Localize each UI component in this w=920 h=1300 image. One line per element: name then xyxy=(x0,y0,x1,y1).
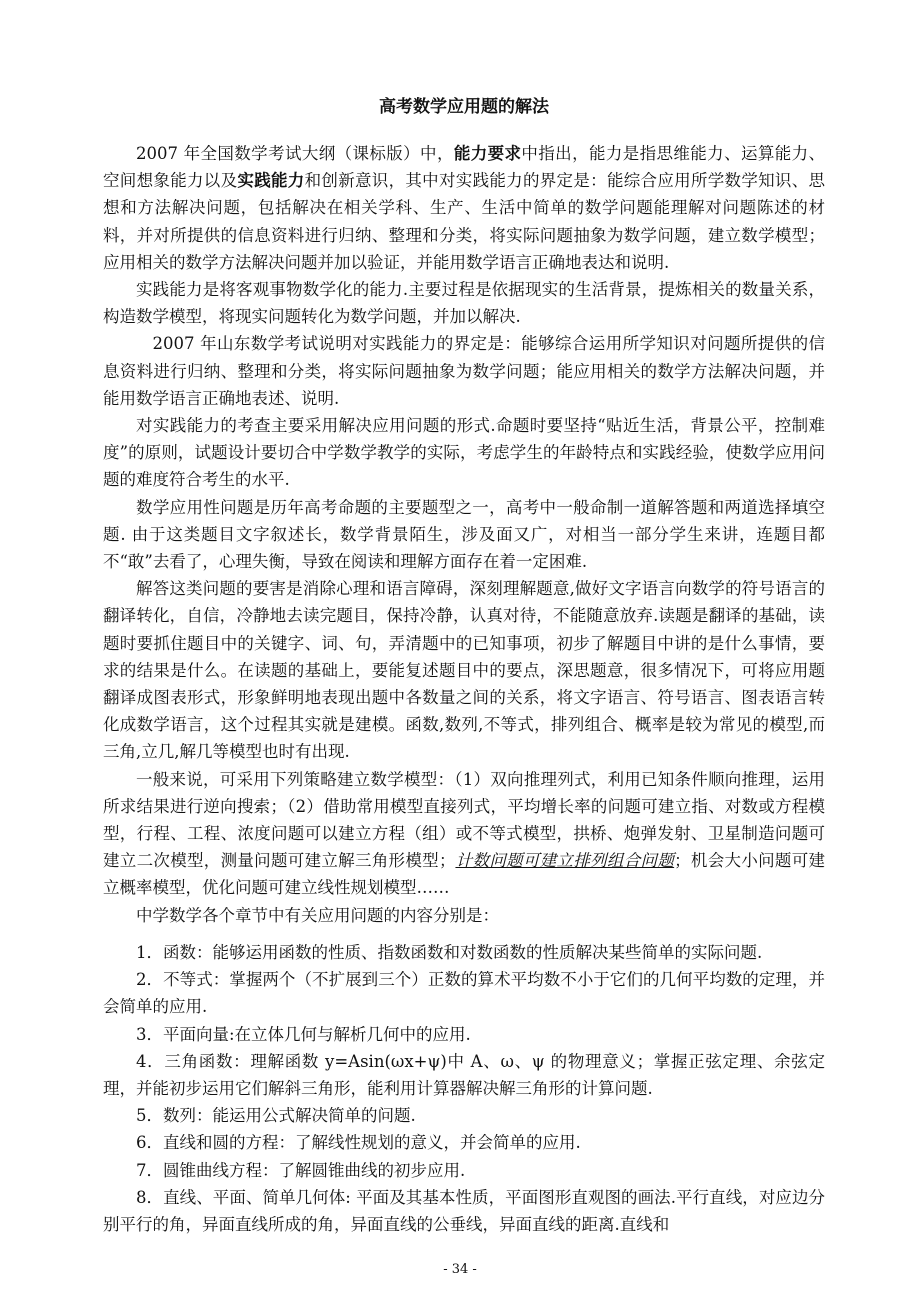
paragraph-7-text-a: 一般来说，可采用下列策略建立数学模型：（1）双向推理列式，利用已知条件顺向推理，运用所求结果进行逆向搜索；（2）借助常用模型直接列式，平均增长率的问题可建立指、对数或方程模型，行程、工程、浓度问题可以建立方程（组）或不等式模型，拱桥、炮弹发射、卫星制造问题可建立二次模型，测量问题可建立解三角形模型； xyxy=(103,769,825,871)
paragraph-1-text-a: 2007 年全国数学考试大纲（课标版）中， xyxy=(136,144,454,163)
bold-term-ability-requirement: 能力要求 xyxy=(453,144,522,163)
paragraph-1-text-b: 中指出，能力是指思维能力、运算能力、空间想象能力以及 xyxy=(103,144,826,191)
paragraph-8: 中学数学各个章节中有关应用问题的内容分别是： xyxy=(136,905,499,925)
page-title: 高考数学应用题的解法 xyxy=(379,97,549,117)
paragraph-7-text-b: ；机会大小问题可建立概率模型，优化问题可建立线性规划模型…… xyxy=(103,851,826,898)
paragraph-2: 实践能力是将客观事物数学化的能力.主要过程是依据现实的生活背景，提炼相关的数量关系，构造数学模型，将现实问题转化为数学问题，并加以解决. xyxy=(103,280,825,327)
application-topics-list xyxy=(103,939,825,1238)
list-item: 3．平面向量:在立体几何与解析几何中的应用. xyxy=(136,1024,471,1044)
list-item: 5．数列：能运用公式解决简单的问题. xyxy=(136,1106,416,1126)
paragraph-4: 对实践能力的考查主要采用解决应用问题的形式.命题时要坚持“贴近生活，背景公平，控制难度”的原则，试题设计要切合中学数学教学的实际，考虑学生的年龄特点和实践经验，使数学应用问题的难度符合考生的水平. xyxy=(103,416,825,490)
paragraph-3: 2007 年山东数学考试说明对实践能力的界定是：能够综合运用所学知识对问题所提供的信息资料进行归纳、整理和分类，将实际问题抽象为数学问题；能应用相关的数学方法解决问题，并能用数学语言正确地表述、说明. xyxy=(103,334,825,408)
list-item: 6．直线和圆的方程：了解线性规划的意义，并会简单的应用. xyxy=(136,1133,581,1153)
paragraph-6: 解答这类问题的要害是消除心理和语言障碍，深刻理解题意,做好文字语言向数学的符号语言的翻译转化，自信，冷静地去读完题目，保持冷静，认真对待，不能随意放弃.读题是翻译的基础，读题时要抓住题目中的关键字、词、句，弄清题中的已知事项，初步了解题目中讲的是什么事情，要求的结果是什么。在读题的基础上，要能复述题目中的要点，深思题意，很多情况下，可将应用题翻译成图表形式，形象鲜明地表现出题中各数量之间的关系，将文字语言、符号语言、图表语言转化成数学语言，这个过程其实就是建模。函数,数列,不等式，排列组合、概率是较为常见的模型,而三角,立几,解几等模型也时有出现. xyxy=(103,579,825,762)
italic-counting-problems: 计数问题可建立排列组合问题 xyxy=(455,851,675,871)
bold-term-practical-ability: 实践能力 xyxy=(237,171,305,191)
list-item: 4．三角函数：理解函数 y=Asin(ωx+ψ)中 A、ω、ψ 的物理意义；掌握正弦定理、余弦定理，并能初步运用它们解斜三角形，能利用计算器解决解三角形的计算问题. xyxy=(103,1051,825,1098)
list-item: 8．直线、平面、简单几何体: 平面及其基本性质，平面图形直观图的画法.平行直线，对应边分别平行的角，异面直线所成的角，异面直线的公垂线，异面直线的距离.直线和 xyxy=(103,1187,825,1234)
paragraph-1-text-c: 和创新意识，其中对实践能力的界定是：能综合应用所学数学知识、思想和方法解决问题，包括解决在相关学科、生产、生活中简单的数学问题能理解对问题陈述的材料，并对所提供的信息资料进行归纳、整理和分类，将实际问题抽象为数学问题，建立数学模型；应用相关的数学方法解决问题并加以验证，并能用数学语言正确地表达和说明. xyxy=(103,171,826,272)
paragraph-1 xyxy=(103,140,825,276)
page-number: - 34 - xyxy=(443,1262,477,1277)
paragraph-7 xyxy=(103,766,825,902)
document-page xyxy=(103,92,825,1238)
paragraph-5: 数学应用性问题是历年高考命题的主要题型之一，高考中一般命制一道解答题和两道选择填空题. 由于这类题目文字叙述长，数学背景陌生，涉及面又广，对相当一部分学生来讲，连题目都不“敢”去看了，心理失衡，导致在阅读和理解方面存在着一定困难. xyxy=(103,497,825,572)
list-item: 7．圆锥曲线方程：了解圆锥曲线的初步应用. xyxy=(136,1160,466,1180)
list-item: 1．函数：能够运用函数的性质、指数函数和对数函数的性质解决某些简单的实际问题. xyxy=(136,942,763,962)
list-item: 2．不等式：掌握两个（不扩展到三个）正数的算术平均数不小于它们的几何平均数的定理，并会简单的应用. xyxy=(103,970,825,1017)
